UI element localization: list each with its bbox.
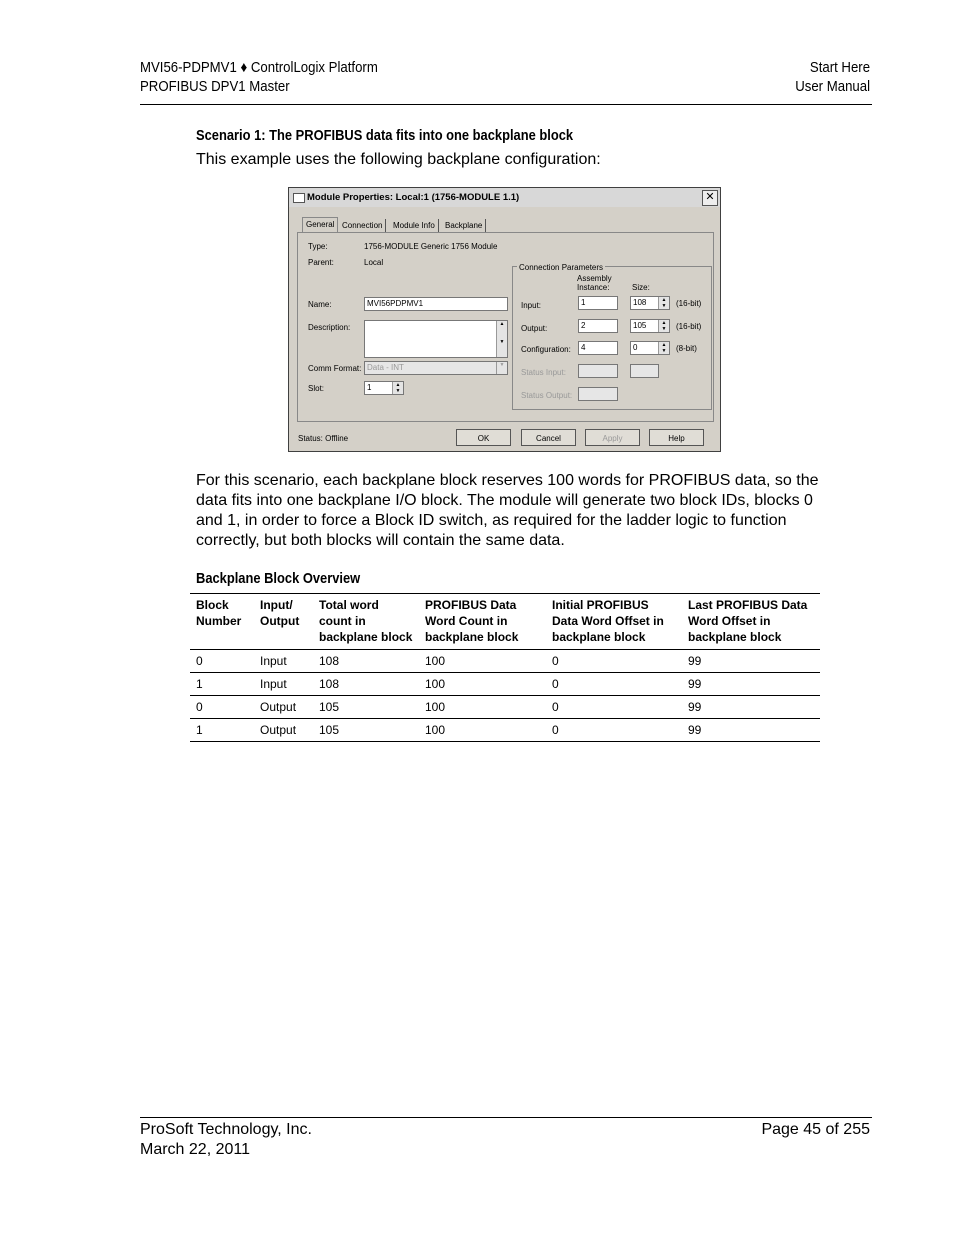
parent-value: Local [364, 258, 384, 267]
running-header-right [795, 58, 870, 96]
footer-company: ProSoft Technology, Inc. [140, 1121, 312, 1138]
table-cell: 100 [419, 650, 546, 673]
dialog-title-bar [289, 188, 720, 207]
table-cell: 105 [313, 696, 419, 719]
configuration-unit: (8-bit) [676, 344, 697, 353]
parent-label: Parent: [308, 258, 334, 267]
type-label: Type: [308, 242, 328, 251]
assembly-instance-label: Assembly Instance: [577, 274, 612, 292]
status-input-label: Status Input: [521, 368, 566, 377]
table-cell: 100 [419, 673, 546, 696]
output-label: Output: [521, 324, 548, 333]
status-input-size-field [630, 364, 659, 378]
table-header-row [190, 594, 820, 650]
spinner-icon[interactable]: ▲ ▼ [392, 382, 403, 394]
table-cell: 99 [682, 650, 820, 673]
name-label: Name: [308, 300, 332, 309]
input-instance-field[interactable]: 1 [578, 296, 618, 310]
table-cell: 0 [546, 673, 682, 696]
dialog-title: Module Properties: Local:1 (1756-MODULE 1.1) [307, 192, 520, 203]
configuration-instance-field[interactable]: 4 [578, 341, 618, 355]
help-button[interactable]: Help [649, 429, 704, 446]
table-title: Backplane Block Overview [196, 570, 361, 587]
configuration-label: Configuration: [521, 345, 571, 354]
tab-backplane[interactable]: Backplane [442, 219, 486, 232]
status-input-field [578, 364, 618, 378]
apply-button: Apply [585, 429, 640, 446]
table-cell: 100 [419, 696, 546, 719]
status-text: Status: Offline [298, 434, 349, 443]
chevron-down-icon: ▼ [496, 362, 507, 374]
table-cell: 108 [313, 673, 419, 696]
connection-parameters-title: Connection Parameters [519, 263, 604, 272]
spinner-icon[interactable]: ▲ ▼ [658, 297, 669, 309]
footer-rule [140, 1117, 872, 1118]
running-header-left [140, 58, 378, 96]
output-instance-field[interactable]: 2 [578, 319, 618, 333]
column-header: Last PROFIBUS Data Word Offset in backplane block [682, 594, 820, 650]
table-cell: Output [254, 719, 313, 742]
table-cell: 0 [190, 696, 254, 719]
table-cell: 99 [682, 719, 820, 742]
cancel-button[interactable]: Cancel [521, 429, 576, 446]
configuration-size-value: 0 [633, 343, 638, 352]
slot-label: Slot: [308, 384, 325, 393]
table-cell: 100 [419, 719, 546, 742]
table-row [190, 650, 820, 673]
column-header: Initial PROFIBUS Data Word Offset in backplane block [546, 594, 682, 650]
table-cell: 99 [682, 696, 820, 719]
close-icon[interactable]: ✕ [702, 190, 718, 206]
table-cell: Output [254, 696, 313, 719]
table-cell: 0 [546, 696, 682, 719]
tab-connection[interactable]: Connection [339, 219, 386, 232]
input-unit: (16-bit) [676, 299, 702, 308]
header-rule [140, 104, 872, 105]
description-field[interactable] [364, 320, 508, 358]
section-heading: Scenario 1: The PROFIBUS data fits into one backplane block [196, 127, 574, 144]
header-section: Start Here [809, 59, 870, 76]
description-scrollbar[interactable]: ▲ ▼ [496, 321, 507, 357]
table-cell: 1 [190, 719, 254, 742]
comm-format-select [364, 361, 508, 375]
output-unit: (16-bit) [676, 322, 702, 331]
table-cell: 0 [546, 719, 682, 742]
footer-page-number: Page 45 of 255 [761, 1121, 870, 1138]
table-cell: Input [254, 673, 313, 696]
header-product: MVI56-PDPMV1 ♦ ControlLogix Platform [140, 59, 378, 76]
footer-left [140, 1120, 312, 1160]
header-subtitle: PROFIBUS DPV1 Master [140, 78, 290, 95]
table-row [190, 719, 820, 742]
window-icon [293, 193, 305, 203]
comm-format-value: Data - INT [367, 363, 404, 372]
status-output-field [578, 387, 618, 401]
slot-stepper[interactable] [364, 381, 404, 395]
output-size-stepper[interactable] [630, 319, 670, 333]
spinner-icon[interactable]: ▲ ▼ [658, 320, 669, 332]
status-output-label: Status Output: [521, 391, 573, 400]
comm-format-label: Comm Format: [308, 364, 362, 373]
size-label: Size: [632, 283, 650, 292]
input-label: Input: [521, 301, 542, 310]
table-cell: 108 [313, 650, 419, 673]
table-cell: 0 [190, 650, 254, 673]
table-cell: Input [254, 650, 313, 673]
column-header: Input/ Output [254, 594, 313, 650]
intro-paragraph: This example uses the following backplane configuration: [196, 151, 601, 168]
backplane-block-table [190, 593, 820, 742]
tab-general[interactable]: General [302, 217, 338, 233]
type-value: 1756-MODULE Generic 1756 Module [364, 242, 498, 251]
ok-button[interactable]: OK [456, 429, 511, 446]
spinner-icon[interactable]: ▲ ▼ [658, 342, 669, 354]
name-field[interactable]: MVI56PDPMV1 [364, 297, 508, 311]
column-header: Block Number [190, 594, 254, 650]
output-size-value: 105 [633, 321, 647, 330]
module-properties-dialog [288, 187, 721, 452]
description-label: Description: [308, 323, 351, 332]
column-header: PROFIBUS Data Word Count in backplane block [419, 594, 546, 650]
header-manual: User Manual [795, 78, 870, 95]
table-cell: 105 [313, 719, 419, 742]
table-row [190, 696, 820, 719]
slot-value: 1 [367, 383, 372, 392]
table-cell: 99 [682, 673, 820, 696]
input-size-stepper[interactable] [630, 296, 670, 310]
input-size-value: 108 [633, 298, 647, 307]
table-row [190, 673, 820, 696]
configuration-size-stepper[interactable] [630, 341, 670, 355]
column-header: Total word count in backplane block [313, 594, 419, 650]
table-cell: 0 [546, 650, 682, 673]
tab-module-info[interactable]: Module Info [390, 219, 439, 232]
footer-date: March 22, 2011 [140, 1141, 250, 1158]
table-cell: 1 [190, 673, 254, 696]
scenario-paragraph: For this scenario, each backplane block reserves 100 words for PROFIBUS data, so the data fits into one backplane I/O block. The module will generate two block IDs, blocks 0 and 1, in order to force a Block ID switch, as required for the ladder logic to function correctly, but both blocks will contain the same data. [196, 472, 819, 549]
